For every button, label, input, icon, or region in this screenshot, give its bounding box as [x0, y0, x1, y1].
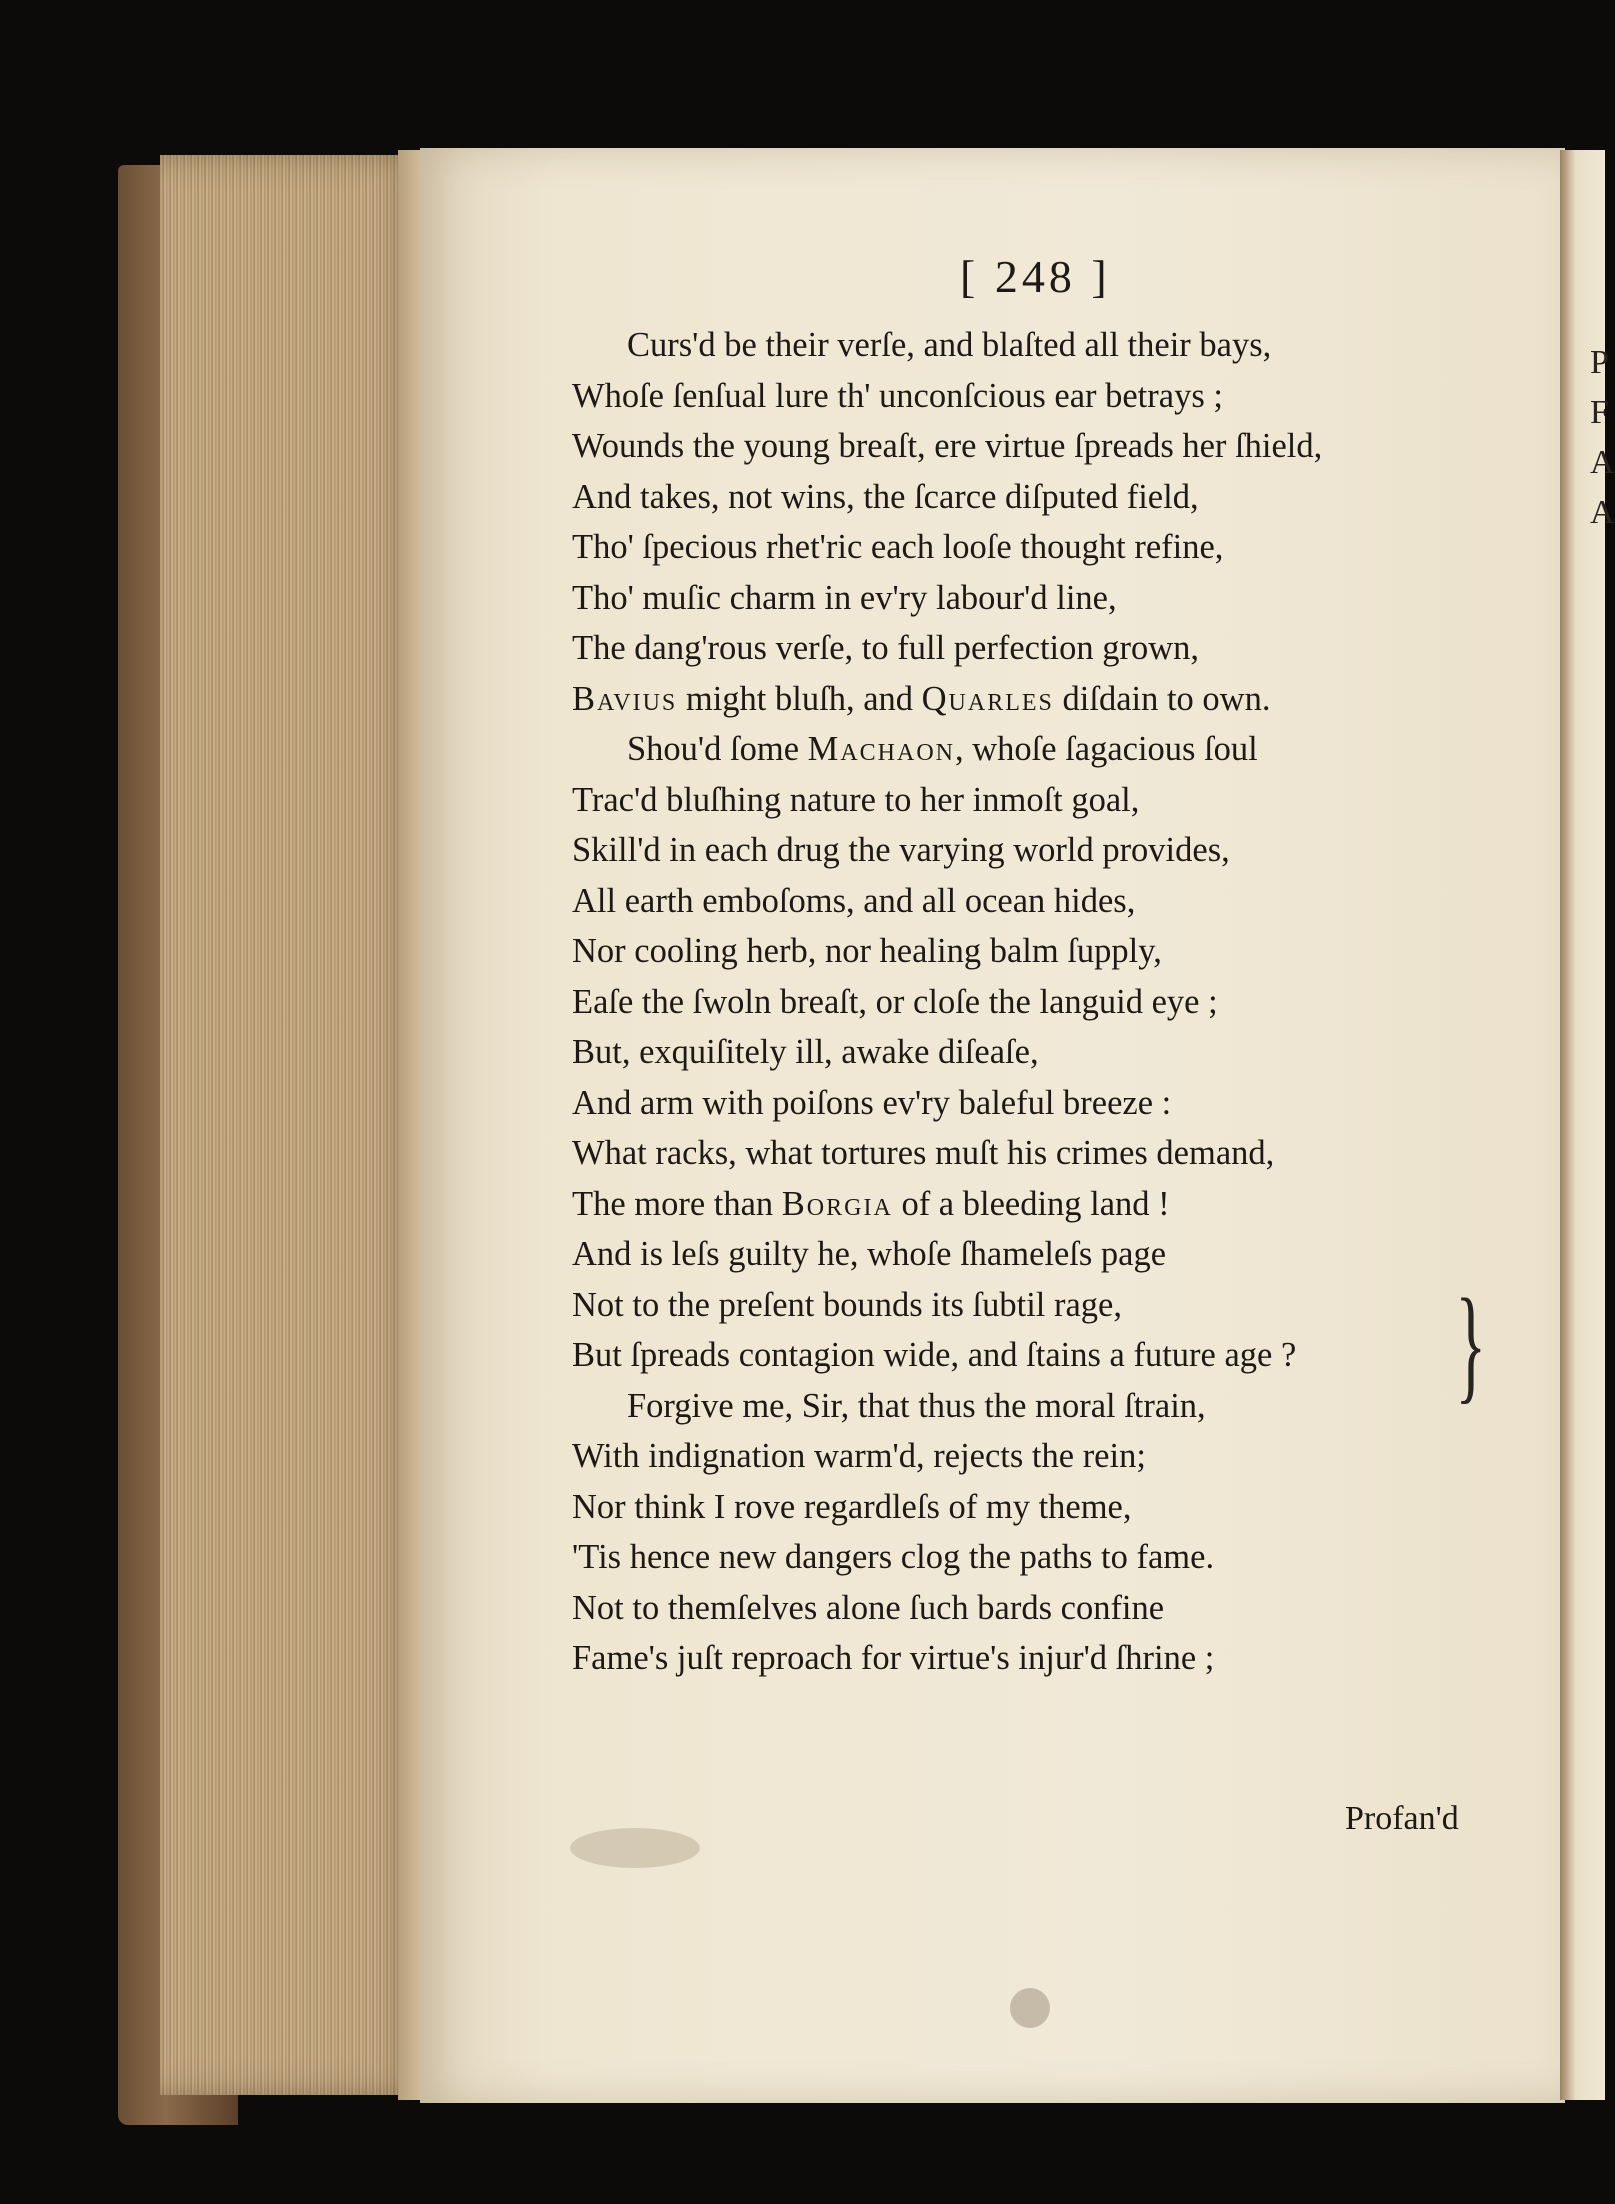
- poem-line-text: What racks, what tortures muſt his crimes demand,: [572, 1134, 1275, 1172]
- poem-line: [572, 1381, 1502, 1432]
- poem-line-text: And arm with poiſons ev'ry baleful breeze :: [572, 1083, 1172, 1122]
- proper-name: Quarles: [921, 679, 1054, 718]
- poem-line: [572, 926, 1502, 977]
- poem-line-text: 'Tis hence new dangers clog the paths to fame.: [572, 1538, 1215, 1576]
- facing-page-letter: F: [1590, 394, 1609, 431]
- poem-line: [572, 1078, 1502, 1129]
- poem-line: [572, 724, 1502, 775]
- poem-line-text: And is leſs guilty he, whoſe ſhameleſs page: [572, 1235, 1167, 1273]
- catchword: Profan'd: [1345, 1800, 1459, 1837]
- poem-line: [572, 1229, 1502, 1280]
- proper-name: Bavius: [572, 679, 678, 718]
- facing-page-letter: A: [1590, 494, 1615, 531]
- poem-line-text: But ſpreads contagion wide, and ſtains a future age ?: [572, 1336, 1297, 1374]
- poem-line-text: Tho' ſpecious rhet'ric each looſe thought refine,: [572, 528, 1224, 566]
- poem-line: [572, 1583, 1502, 1634]
- poem-line-text: diſdain to own.: [1053, 679, 1271, 718]
- poem-line: [572, 775, 1502, 826]
- poem-line-text: Skill'd in each drug the varying world provides,: [572, 831, 1230, 869]
- poem-line: [572, 825, 1502, 876]
- poem-line-text: Nor cooling herb, nor healing balm ſupply,: [572, 932, 1162, 970]
- poem-line: [572, 1128, 1502, 1179]
- poem-line-text: Trac'd bluſhing nature to her inmoſt goal,: [572, 780, 1140, 819]
- poem-line: [572, 674, 1502, 725]
- poem-line: [572, 472, 1502, 523]
- poem-line-text: might bluſh, and: [677, 679, 922, 718]
- poem-line: [572, 1482, 1502, 1533]
- poem-line: [572, 522, 1502, 573]
- ink-spot: [1010, 1988, 1050, 2028]
- poem-line: [572, 623, 1502, 674]
- poem-line: [572, 1179, 1502, 1230]
- poem-line-text: , whoſe ſagacious ſoul: [955, 730, 1258, 768]
- poem-line-text: With indignation warm'd, rejects the rein;: [572, 1437, 1146, 1475]
- poem-line-text: Not to themſelves alone ſuch bards confine: [572, 1588, 1165, 1627]
- poem-line-text: All earth emboſoms, and all ocean hides,: [572, 881, 1136, 920]
- poem-line-text: But, exquiſitely ill, awake diſeaſe,: [572, 1033, 1039, 1071]
- page-number: [ 248 ]: [960, 251, 1111, 302]
- facing-page-letters: [1590, 338, 1615, 538]
- poem-line-text: Curs'd be their verſe, and blaſted all their bays,: [627, 326, 1272, 364]
- poem-line: [572, 371, 1502, 422]
- poem-line-text: And takes, not wins, the ſcarce diſputed field,: [572, 477, 1199, 516]
- poem-line: [572, 876, 1502, 927]
- poem-line: [572, 1633, 1502, 1684]
- poem-line: [572, 977, 1502, 1028]
- poem-line: [572, 421, 1502, 472]
- poem-line-text: Forgive me, Sir, that thus the moral ſtrain,: [627, 1386, 1206, 1425]
- poem-line-text: The dang'rous verſe, to full perfection grown,: [572, 629, 1200, 667]
- poem-line-text: Eaſe the ſwoln breaſt, or cloſe the languid eye ;: [572, 982, 1218, 1021]
- poem-line: [572, 1027, 1502, 1078]
- poem-line-text: Tho' muſic charm in ev'ry labour'd line,: [572, 578, 1117, 617]
- proper-name: Borgia: [781, 1184, 893, 1223]
- poem-line-text: Fame's juſt reproach for virtue's injur'd ſhrine ;: [572, 1639, 1215, 1677]
- poem-line-text: of a bleeding land !: [892, 1184, 1170, 1223]
- poem-line-text: The more than: [572, 1184, 782, 1223]
- poem-line: [572, 1532, 1502, 1583]
- poem-line-text: Wounds the young breaſt, ere virtue ſpreads her ſhield,: [572, 427, 1323, 465]
- ink-smudge: [570, 1828, 700, 1868]
- poem-line: [572, 320, 1502, 371]
- facing-page-letter: P: [1590, 344, 1609, 381]
- poem-line-text: Not to the preſent bounds its ſubtil rage,: [572, 1285, 1122, 1324]
- proper-name: Machaon: [807, 730, 955, 768]
- poem-line: [572, 1431, 1502, 1482]
- poem-line-text: Whoſe ſenſual lure th' unconſcious ear betrays ;: [572, 376, 1223, 415]
- facing-page-letter: A: [1590, 444, 1615, 481]
- poem-line-text: Shou'd ſome: [627, 730, 808, 768]
- poem-line: [572, 573, 1502, 624]
- poem-text: [572, 320, 1502, 1684]
- page-stack-edges: [160, 155, 422, 2095]
- poem-line: [572, 1330, 1502, 1381]
- poem-line: [572, 1280, 1502, 1331]
- triplet-brace: }: [1455, 1273, 1487, 1415]
- poem-line-text: Nor think I rove regardleſs of my theme,: [572, 1487, 1132, 1526]
